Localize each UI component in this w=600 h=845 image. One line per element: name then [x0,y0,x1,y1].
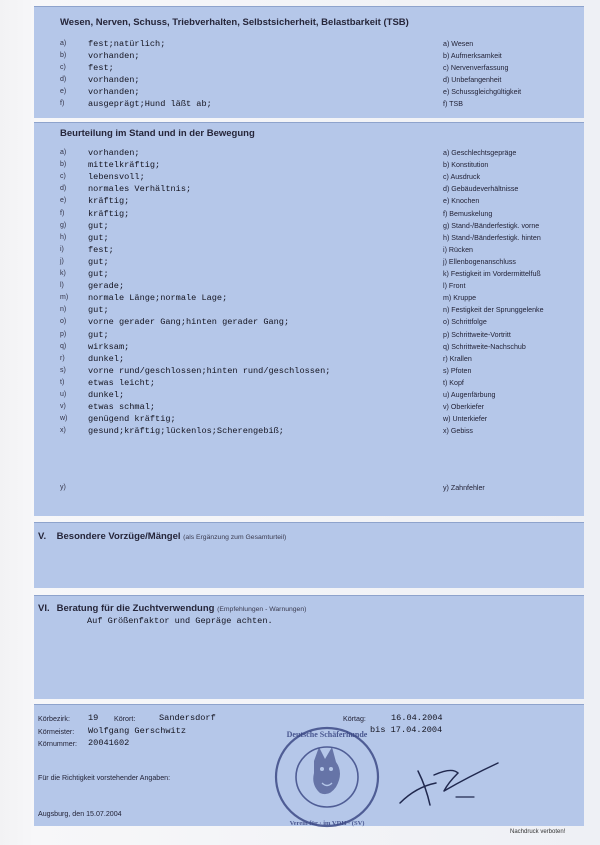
row-value: fest; [88,244,114,255]
row-value: mittelkräftig; [88,160,161,171]
stand-row [0,365,600,377]
row-letter: y) [60,484,66,491]
row-label: a) Geschlechtsgepräge [443,149,517,157]
row-label: r) Krallen [443,354,472,363]
signature [396,757,508,813]
row-label: v) Oberkiefer [443,403,484,412]
row-label: b) Aufmerksamkeit [443,52,502,60]
koerort-value: Sandersdorf [159,713,216,723]
row-value: vorhanden; [88,51,140,61]
stand-row [0,208,600,220]
row-value: etwas leicht; [88,377,156,388]
club-stamp [272,725,382,829]
row-label: x) Gebiss [443,427,473,436]
row-label: y) Zahnfehler [443,484,485,492]
row-label: q) Schrittweite-Nachschub [443,342,526,351]
koernummer-label: Körnummer: [38,740,78,748]
row-letter: u) [60,391,67,398]
row-label: s) Pfoten [443,366,472,375]
row-value: gerade; [88,281,125,292]
row-value: etwas schmal; [88,402,156,413]
row-label: f) TSB [443,100,463,108]
row-value: vorhanden; [88,148,140,158]
section-vi-heading: Beratung für die Zuchtverwendung [56,603,215,614]
stand-row [0,244,600,256]
row-label: p) Schrittweite-Vortritt [443,330,511,339]
row-letter: a) [60,149,67,156]
row-value: wirksam; [88,341,130,352]
row-label: d) Unbefangenheit [443,76,502,84]
stand-row [0,256,600,268]
row-letter: e) [60,88,67,95]
row-label: k) Festigkeit im Vordermittelfuß [443,270,541,278]
row-value: normale Länge;normale Lage; [88,293,228,304]
stand-row [0,389,600,401]
row-letter: b) [60,52,67,59]
stand-title: Beurteilung im Stand und in der Bewegung [60,128,255,139]
row-letter: f) [60,100,65,107]
row-label: t) Kopf [443,378,464,387]
section-vi-text: Auf Größenfaktor und Gepräge achten. [87,616,273,626]
row-letter: d) [60,185,67,193]
row-letter: q) [60,342,67,350]
row-label: l) Front [443,282,466,291]
row-label: f) Bemuskelung [443,209,493,218]
row-value: fest; [88,63,114,73]
section-vi-note: (Empfehlungen - Warnungen) [217,606,307,613]
row-label: w) Unterkiefer [443,415,488,424]
footer-panel [34,704,584,826]
row-letter: o) [60,318,67,326]
koertag-bis: bis 17.04.2004 [370,725,443,735]
row-value: kräftig; [88,196,130,207]
koertag-label: Körtag: [343,715,366,723]
row-value: gut; [88,220,109,231]
row-value: fest;natürlich; [88,39,166,49]
row-letter: e) [60,197,67,205]
row-letter: x) [60,427,66,435]
section-v-heading: Besondere Vorzüge/Mängel [56,531,181,542]
row-letter: a) [60,40,67,47]
koernummer-value: 20041602 [88,738,130,748]
row-letter: t) [60,378,65,386]
row-letter: l) [60,282,64,290]
row-letter: b) [60,161,67,169]
row-letter: p) [60,330,67,338]
stand-row [0,171,600,183]
stand-row [0,353,600,365]
stand-row [0,292,600,304]
row-letter: n) [60,306,67,314]
row-value: lebensvoll; [88,172,145,183]
stand-row [0,232,600,244]
section-v-title [38,531,286,542]
section-v-panel [34,522,584,588]
row-letter: k) [60,270,66,277]
row-letter: r) [60,354,65,362]
row-value: gut; [88,256,109,267]
row-letter: s) [60,366,66,374]
row-label: e) Schussgleichgültigkeit [443,88,522,96]
stand-row [0,195,600,207]
row-value: vorne gerader Gang;hinten gerader Gang; [88,317,290,328]
row-value: kräftig; [88,208,130,219]
row-label: u) Augenfärbung [443,391,496,399]
row-value: genügend kräftig; [88,414,176,425]
row-value: gut; [88,305,109,316]
koermeister-label: Körmeister: [38,728,75,736]
koertag-value: 16.04.2004 [391,713,443,723]
stand-row [0,304,600,316]
row-letter: d) [60,76,67,83]
nachdruck-note: Nachdruck verboten! [510,829,566,835]
row-value: normales Verhältnis; [88,184,192,195]
row-label: i) Rücken [443,245,473,254]
row-letter: c) [60,173,66,181]
stand-row-y [0,482,600,494]
stand-row [0,329,600,341]
stand-row [0,268,600,280]
stand-row [0,341,600,353]
koerort-label: Körort: [114,715,136,723]
row-value: dunkel; [88,390,125,400]
row-value: dunkel; [88,353,125,364]
tsb-title: Wesen, Nerven, Schuss, Triebverhalten, Selbstsicherheit, Belastbarkeit (TSB) [60,17,409,28]
row-label: h) Stand-/Bänderfestigk. hinten [443,233,541,242]
row-letter: g) [60,221,67,229]
row-value: gut; [88,232,109,243]
richtigkeit-text: Für die Richtigkeit vorstehender Angaben: [38,774,171,782]
row-value: ausgeprägt;Hund läßt ab; [88,99,212,109]
row-letter: i) [60,245,64,253]
svg-text:Deutsche Schäferhunde: Deutsche Schäferhunde [286,730,368,739]
place-date: Augsburg, den 15.07.2004 [38,810,122,818]
row-value: vorhanden; [88,75,140,85]
tsb-row [0,74,600,86]
row-letter: h) [60,233,67,241]
row-label: n) Festigkeit der Sprunggelenke [443,306,544,315]
row-letter: v) [60,403,66,411]
row-value: gut; [88,269,109,279]
section-vi-title [38,603,306,614]
row-label: c) Nervenverfassung [443,64,509,72]
stand-row [0,377,600,389]
stand-row [0,147,600,159]
section-v-number: V. [38,531,47,542]
svg-text:Verein für · im VDH · (SV): Verein für · im VDH · (SV) [289,820,365,827]
stand-row [0,183,600,195]
row-letter: j) [60,257,64,265]
row-label: a) Wesen [443,40,474,48]
stand-row [0,220,600,232]
tsb-row [0,98,600,110]
section-v-note: (als Ergänzung zum Gesamturteil) [183,534,287,541]
row-label: j) Ellenbogenanschluss [443,257,516,266]
stand-row [0,316,600,328]
row-label: c) Ausdruck [443,173,481,182]
row-letter: m) [60,294,69,302]
tsb-row [0,38,600,50]
stand-row [0,401,600,413]
section-vi-panel [34,595,584,699]
row-label: e) Knochen [443,197,480,206]
stand-row [0,280,600,292]
row-letter: f) [60,209,65,217]
stand-row [0,413,600,425]
stand-row [0,159,600,171]
koerbezirk-label: Körbezirk: [38,715,70,723]
section-vi-number: VI. [38,603,50,614]
tsb-row [0,50,600,62]
koermeister-value: Wolfgang Gerschwitz [88,726,186,736]
row-label: m) Kruppe [443,294,477,303]
row-letter: c) [60,64,66,71]
row-label: g) Stand-/Bänderfestigk. vorne [443,221,540,230]
row-label: d) Gebäudeverhältnisse [443,185,519,194]
row-letter: w) [60,415,68,423]
tsb-row [0,62,600,74]
row-value: vorhanden; [88,87,140,97]
koerbezirk-value: 19 [88,713,99,723]
tsb-row [0,86,600,98]
row-value: gesund;kräftig;lückenlos;Scherengebiß; [88,426,284,437]
row-label: o) Schrittfolge [443,318,487,327]
row-value: vorne rund/geschlossen;hinten rund/geschlossen; [88,365,331,376]
row-value: gut; [88,329,109,340]
row-label: b) Konstitution [443,161,489,170]
stand-row [0,425,600,437]
